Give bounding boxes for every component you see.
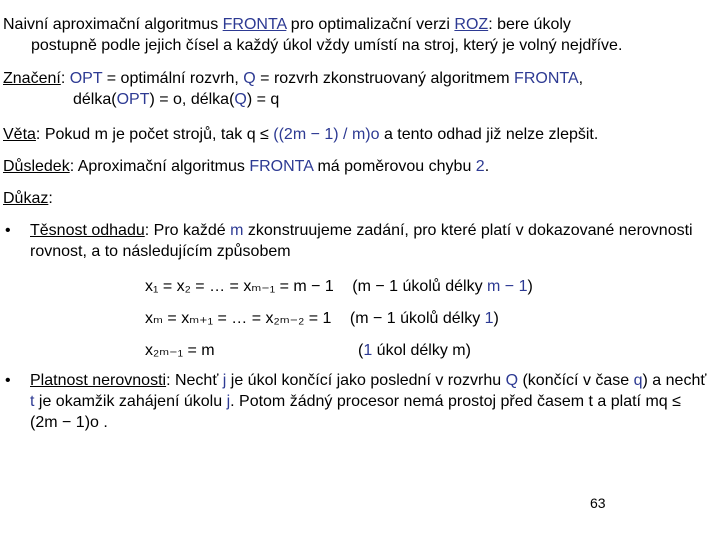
validity-term: Platnost nerovnosti [30,372,167,389]
corollary-text: : Aproximační algoritmus [69,158,250,175]
formula-rhs-text: úkol délky m) [372,342,471,359]
q-term: Q [243,70,256,87]
bullet-text-part: zkonstruujeme zadání, pro které platí v dokazované nerovnosti rovnost, a to následujícím způsobem [30,222,693,260]
formula-lhs: x₂ₘ₋₁ = m [145,342,215,359]
bullet-text-part: : Pro každé [144,222,231,239]
page-number: 63 [590,495,606,511]
corollary-text: . [484,158,490,175]
notation-line-1 [3,68,710,89]
notation-text: = optimální rozvrh, [102,70,244,87]
formula-rhs-value: 1 [363,342,373,359]
corollary-text: má poměrovou chybu [313,158,476,175]
theorem-text: a tento odhad již nelze zlepšit. [379,126,599,143]
notation-line-2 [3,89,710,110]
bullet-text-part: je úkol končící jako poslední v rozvrhu [226,372,506,389]
formula-rhs-text: (m − 1 úkolů délky [349,310,485,327]
fronta-term: FRONTA [249,158,314,175]
q-term: Q [234,91,247,108]
formula-rhs-value: 1 [484,310,494,327]
tightness-term: Těsnost odhadu [30,222,145,239]
theorem-term: Věta [3,126,36,143]
fronta-term: FRONTA [514,70,579,87]
bullet-text [30,220,712,262]
corollary-line [3,156,710,177]
bullet-text-part: ) a nechť [642,372,707,389]
corollary-term: Důsledek [3,158,70,175]
formula-rhs-text: ) [527,278,533,295]
formula-row [145,308,499,329]
bullet-item-tightness [0,220,720,264]
intro-text: : bere úkoly [488,16,571,33]
opt-term: OPT [116,91,150,108]
formula-rhs-value: m − 1 [487,278,528,295]
theorem-line [3,124,710,145]
formula-rhs [352,278,533,295]
bullet-item-validity [0,370,720,436]
bullet-text-part: (končící v čase [518,372,634,389]
bullet-icon: • [5,222,11,239]
fronta-term: FRONTA [222,16,287,33]
notation-paragraph [3,68,710,110]
bullet-text [30,370,712,433]
notation-term: Značení [3,70,61,87]
proof-term: Důkaz [3,190,49,207]
notation-text: : [60,70,70,87]
j-term: j [222,372,227,389]
q-term: Q [505,372,519,389]
notation-text: , [578,70,584,87]
roz-term: ROZ [454,16,489,33]
bullet-icon: • [5,372,11,389]
j-term: j [226,393,231,410]
notation-text: ) = q [246,91,280,108]
theorem-text: : Pokud m je počet strojů, tak q ≤ [35,126,274,143]
opt-term: OPT [69,70,103,87]
notation-text: délka( [73,91,117,108]
formula-lhs: xₘ = xₘ₊₁ = … = x₂ₘ₋₂ = 1 [145,310,332,327]
bullet-text-part: . Potom žádný procesor nemá prostoj před časem t a platí mq ≤ (2m − 1)o . [30,393,681,431]
intro-line-2: postupně podle jejich čísel a každý úkol vždy umístí na stroj, který je volný nejdříve. [31,37,623,54]
formula-rhs-text: ) [493,310,499,327]
proof-heading [3,188,710,209]
bullet-text-part: : Nechť [166,372,223,389]
m-term: m [230,222,244,239]
proof-colon: : [48,190,53,207]
intro-text: Naivní aproximační algoritmus [3,16,223,33]
formula-rhs [358,340,471,361]
formula-rhs-text: (m − 1 úkolů délky [352,278,488,295]
q-time-term: q [633,372,643,389]
intro-paragraph [3,14,710,56]
t-term: t [30,393,35,410]
intro-line-1 [3,14,710,35]
formula-row [145,340,545,361]
theorem-formula: ((2m − 1) / m)o [273,126,380,143]
intro-text: pro optimalizační verzi [286,16,455,33]
notation-text: ) = o, délka( [149,91,235,108]
formula-row [145,276,533,297]
notation-text: = rozvrh zkonstruovaný algoritmem [255,70,515,87]
formula-rhs [350,310,499,327]
ratio-value: 2 [475,158,485,175]
bullet-text-part: je okamžik zahájení úkolu [34,393,227,410]
formula-lhs: x₁ = x₂ = … = xₘ₋₁ = m − 1 [145,278,334,295]
formula-rhs-text: ( [358,342,364,359]
